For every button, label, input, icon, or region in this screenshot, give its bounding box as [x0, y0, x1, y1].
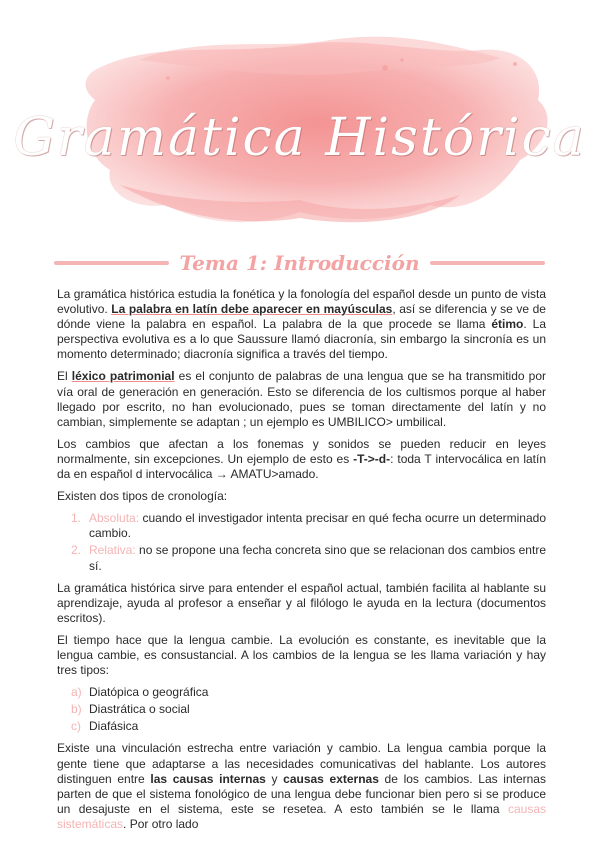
list-text: Diastrática o social: [89, 702, 190, 717]
text: . Por otro lado: [123, 816, 199, 831]
highlighted-phrase: léxico patrimonial: [71, 369, 175, 384]
list-text: cuando el investigador intenta precisar en qué fecha ocurre un determinado cambio.: [89, 511, 546, 541]
paragraph-leyes: [57, 437, 546, 482]
list-item: [57, 719, 546, 734]
paragraph-utilidad: La gramática histórica sirve para entender el español actual, también facilita al hablante su aprendizaje, ayuda al profesor a enseñar y al filólogo le ayuda en la lectura (documentos escritos).: [57, 580, 546, 625]
list-item: [57, 685, 546, 700]
list-letter: b): [71, 702, 82, 717]
list-letter: a): [71, 685, 82, 700]
list-item: [57, 702, 546, 717]
list-number: 1.: [71, 511, 82, 526]
bold-term: causas externas: [283, 771, 379, 786]
page-title: Gramática Histórica: [13, 108, 586, 168]
highlighted-phrase: La palabra en latín debe aparecer en mayúsculas: [111, 302, 393, 317]
list-item: [57, 543, 546, 573]
paragraph-variacion: El tiempo hace que la lengua cambie. La evolución es constante, es inevitable que la lengua cambie, es consustancial. A los cambios de la lengua se les llama variación y hay tres tipos:: [57, 632, 546, 678]
section-title: Tema 1: Introducción: [179, 251, 420, 275]
text: , así se diferencia y se ve de dónde viene la palabra en español. La palabra de la que procede se llama: [57, 302, 546, 332]
document-body: [57, 287, 546, 839]
bold-term: étimo: [491, 317, 524, 332]
text: : toda T intervocálica en latín da en español d intervocálica → AMATU>amado.: [57, 451, 546, 482]
list-text: Diatópica o geográfica: [89, 685, 209, 700]
text: y: [265, 771, 284, 786]
list-text: Diafásica: [89, 719, 139, 734]
title-banner: [0, 0, 599, 240]
heading-rule-right: [430, 261, 545, 265]
list-term: Absoluta:: [89, 511, 140, 526]
list-item: [57, 511, 546, 541]
pink-term: causas sistemáticas: [57, 801, 546, 831]
list-number: 2.: [71, 543, 82, 558]
text: Los cambios que afectan a los fonemas y sonidos se pueden reducir en leyes normalmente, sin excepciones. Un ejemplo de esto es: [57, 436, 546, 466]
paragraph-causas: [57, 741, 546, 832]
text: es el conjunto de palabras de una lengua que se ha transmitido por vía oral de generación en generación. Esto se diferencia de los cultismos porque al haber llegado por escrito, no han evolucionado, pues se toman directamente del latín y no cambian, simplemente se adaptan ; un ejemplo es UMBILICO> umbilical.: [57, 369, 546, 429]
paragraph-cronologia-intro: Existen dos tipos de cronología:: [57, 489, 228, 504]
text: de los cambios. Las internas parten de que el sistema fonológico de una lengua debe funcionar bien pero si se produce un desajuste en el sistema, este se resetea. A esto también se le llama: [57, 771, 546, 816]
text: La gramática histórica estudia la fonética y la fonología del español desde un punto de vista evolutivo.: [57, 287, 546, 317]
bold-term: -T->-d-: [353, 451, 391, 466]
chronology-list: [57, 511, 546, 573]
list-letter: c): [71, 719, 81, 734]
list-text: no se propone una fecha concreta sino que se relacionan dos cambios entre sí.: [89, 543, 546, 573]
variation-list: [57, 685, 546, 734]
list-term: Relativa:: [89, 543, 136, 558]
text: Existe una vinculación estrecha entre variación y cambio. La lengua cambia porque la gente tiene que adaptarse a las necesidades comunicativas del hablante. Los autores distinguen entre: [57, 741, 546, 786]
section-heading: [54, 251, 545, 275]
text: . La perspectiva evolutiva es a lo que Saussure llamó diacronía, sin embargo la sincronía es un momento determinado; diacronía significa a través del tiempo.: [57, 317, 547, 362]
heading-rule-left: [54, 261, 169, 265]
text: El: [57, 369, 72, 384]
paragraph-lexico: [57, 369, 546, 429]
bold-term: las causas internas: [150, 771, 266, 786]
paragraph-definition: [57, 287, 546, 362]
